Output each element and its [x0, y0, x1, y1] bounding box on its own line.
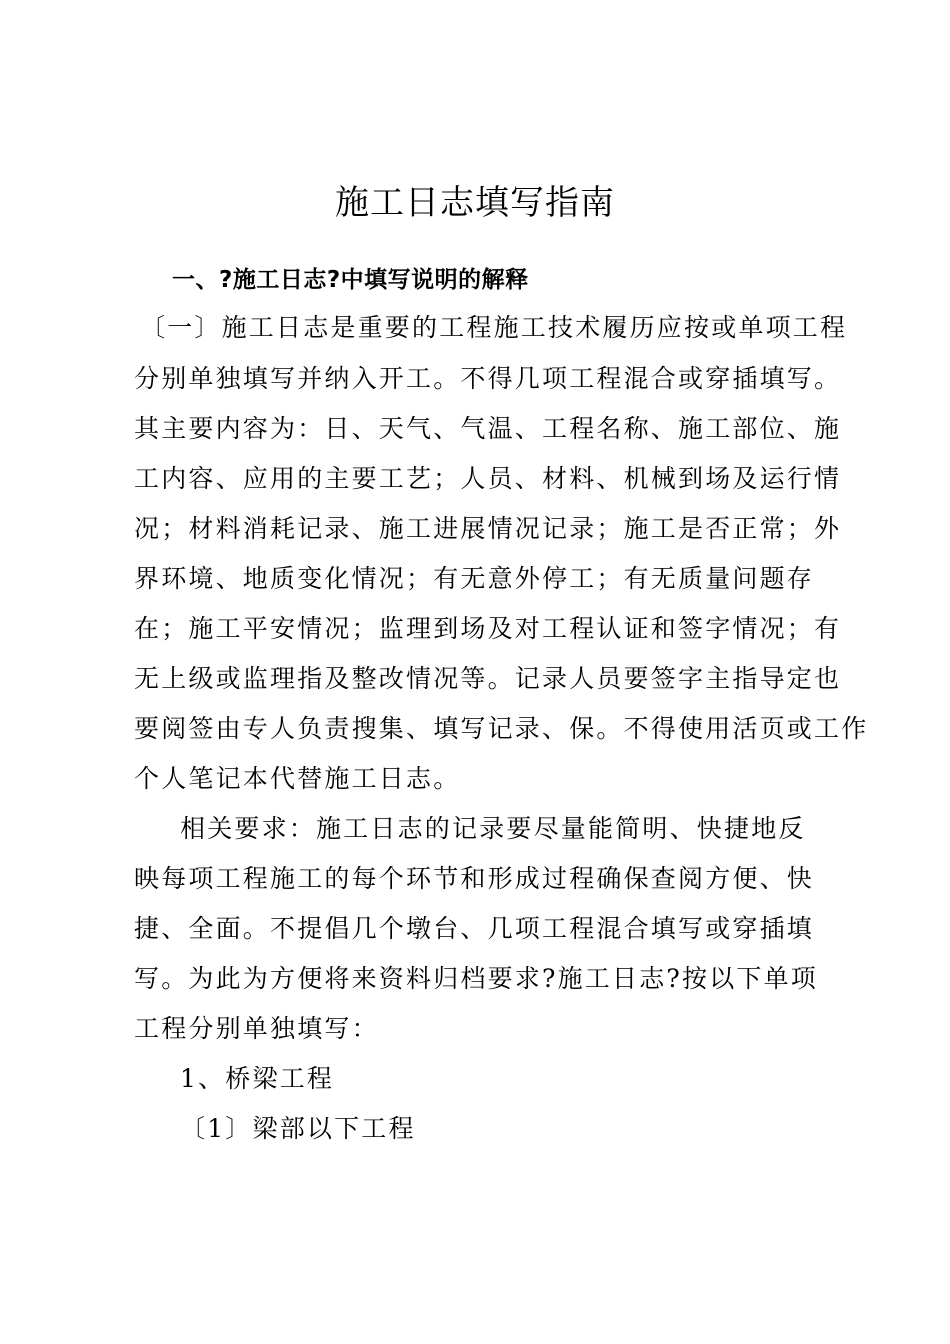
- paragraph-1-line: 无上级或监理指及整改情况等。记录人员要签字主指导定也: [134, 664, 842, 693]
- paragraph-1-line: 况；材料消耗记录、施工进展情况记录；施工是否正常；外: [134, 514, 842, 543]
- paragraph-2-line: 捷、全面。不提倡几个墩台、几项工程混合填写或穿插填: [134, 914, 815, 943]
- paragraph-2-line: 映每项工程施工的每个环节和形成过程确保查阅方便、快: [134, 864, 815, 893]
- paragraph-1-line: 在；施工平安情况；监理到场及对工程认证和签字情况；有: [134, 614, 842, 643]
- paragraph-2-line: 写。为此为方便将来资料归档要求?施工日志?按以下单项: [134, 964, 819, 993]
- paragraph-1-line: 工内容、应用的主要工艺；人员、材料、机械到场及运行情: [134, 464, 842, 493]
- list-subitem-below-beam: 〔1〕梁部以下工程: [180, 1114, 416, 1143]
- paragraph-1-line: 分别单独填写并纳入开工。不得几项工程混合或穿插填写。: [134, 364, 842, 393]
- section-heading: 一、?施工日志?中填写说明的解释: [172, 267, 529, 293]
- paragraph-2-line: 工程分别单独填写：: [134, 1014, 379, 1043]
- paragraph-1-line: 个人笔记本代替施工日志。: [134, 764, 461, 793]
- list-item-bridge-works: 1、桥梁工程: [180, 1064, 335, 1093]
- paragraph-1-line: 要阅签由专人负责搜集、填写记录、保。不得使用活页或工作: [134, 714, 869, 743]
- paragraph-1-line: 〔一〕施工日志是重要的工程施工技术履历应按或单项工程: [140, 313, 848, 342]
- paragraph-2-line: 相关要求：施工日志的记录要尽量能简明、快捷地反: [180, 814, 806, 843]
- paragraph-1-line: 界环境、地质变化情况；有无意外停工；有无质量问题存: [134, 564, 815, 593]
- paragraph-1-line: 其主要内容为：日、天气、气温、工程名称、施工部位、施: [134, 414, 842, 443]
- document-title: 施工日志填写指南: [335, 183, 615, 223]
